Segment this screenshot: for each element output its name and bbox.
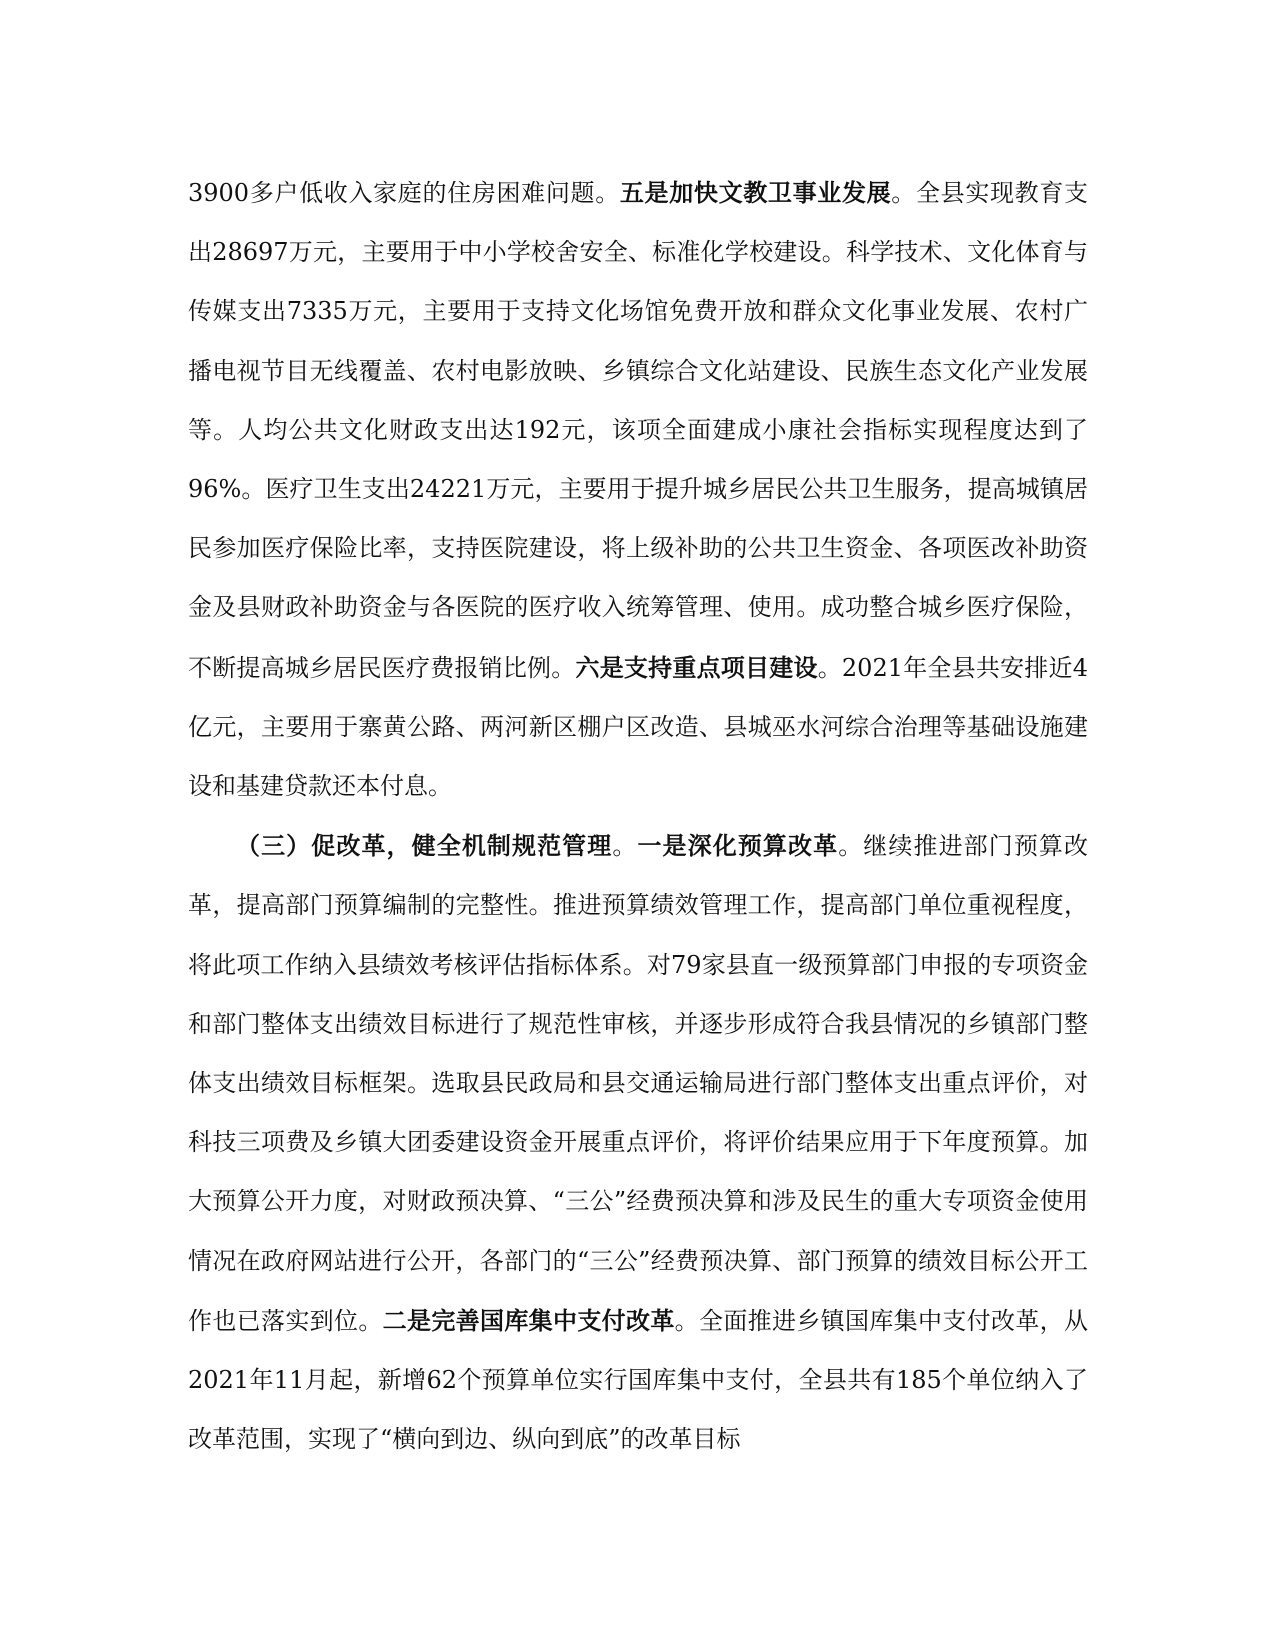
paragraph-text: 。 (612, 832, 638, 861)
document-body (188, 163, 1088, 1469)
bold-heading-text: 五是加快文教卫事业发展 (619, 178, 892, 207)
bold-heading-text: 一是深化预算改革 (637, 831, 839, 861)
body-paragraph (188, 816, 1088, 1469)
section-heading-text: （三）促改革，健全机制规范管理 (236, 831, 613, 861)
bold-heading-text: 六是支持重点项目建设 (575, 652, 818, 682)
paragraph-text: 。2021年全县共安排近4亿元，主要用于寨黄公路、两河新区棚户区改造、县城巫水河综合治理等基础设施建设和基建贷款还本付息。 (188, 653, 1088, 801)
paragraph-text: 。全县实现教育支出28697万元，主要用于中小学校舍安全、标准化学校建设。科学技术、文化体育与传媒支出7335万元，主要用于支持文化场馆免费开放和群众文化事业发展、农村广播电视节目无线覆盖、农村电影放映、乡镇综合文化站建设、民族生态文化产业发展等。人均公共文化财政支出达192元，该项全面建成小康社会指标实现程度达到了96%。医疗卫生支出24221万元，主要用于提升城乡居民公共卫生服务，提高城镇居民参加医疗保险比率，支持医院建设，将上级补助的公共卫生资金、各项医改补助资金及县财政补助资金与各医院的医疗收入统筹管理、使用。成功整合城乡医疗保险，不断提高城乡居民医疗费报销比例。 (188, 179, 1089, 682)
paragraph-text: 。继续推进部门预算改革，提高部门预算编制的完整性。推进预算绩效管理工作，提高部门单位重视程度，将此项工作纳入县绩效考核评估指标体系。对79家县直一级预算部门申报的专项资金和部门整体支出绩效目标进行了规范性审核，并逐步形成符合我县情况的乡镇部门整体支出绩效目标框架。选取县民政局和县交通运输局进行部门整体支出重点评价，对科技三项费及乡镇大团委建设资金开展重点评价，将评价结果应用于下年度预算。加大预算公开力度，对财政预决算、“三公”经费预决算和涉及民生的重大专项资金使用情况在政府网站进行公开，各部门的“三公”经费预决算、部门预算的绩效目标公开工作也已落实到位。 (188, 832, 1089, 1335)
paragraph-text: 。全面推进乡镇国库集中支付改革，从2021年11月起，新增62个预算单位实行国库集中支付，全县共有185个单位纳入了改革范围，实现了“横向到边、纵向到底”的改革目标 (188, 1306, 1089, 1454)
body-paragraph (188, 163, 1088, 816)
bold-heading-text: 二是完善国库集中支付改革 (382, 1305, 675, 1335)
paragraph-text: 3900多户低收入家庭的住房困难问题。 (188, 179, 620, 207)
